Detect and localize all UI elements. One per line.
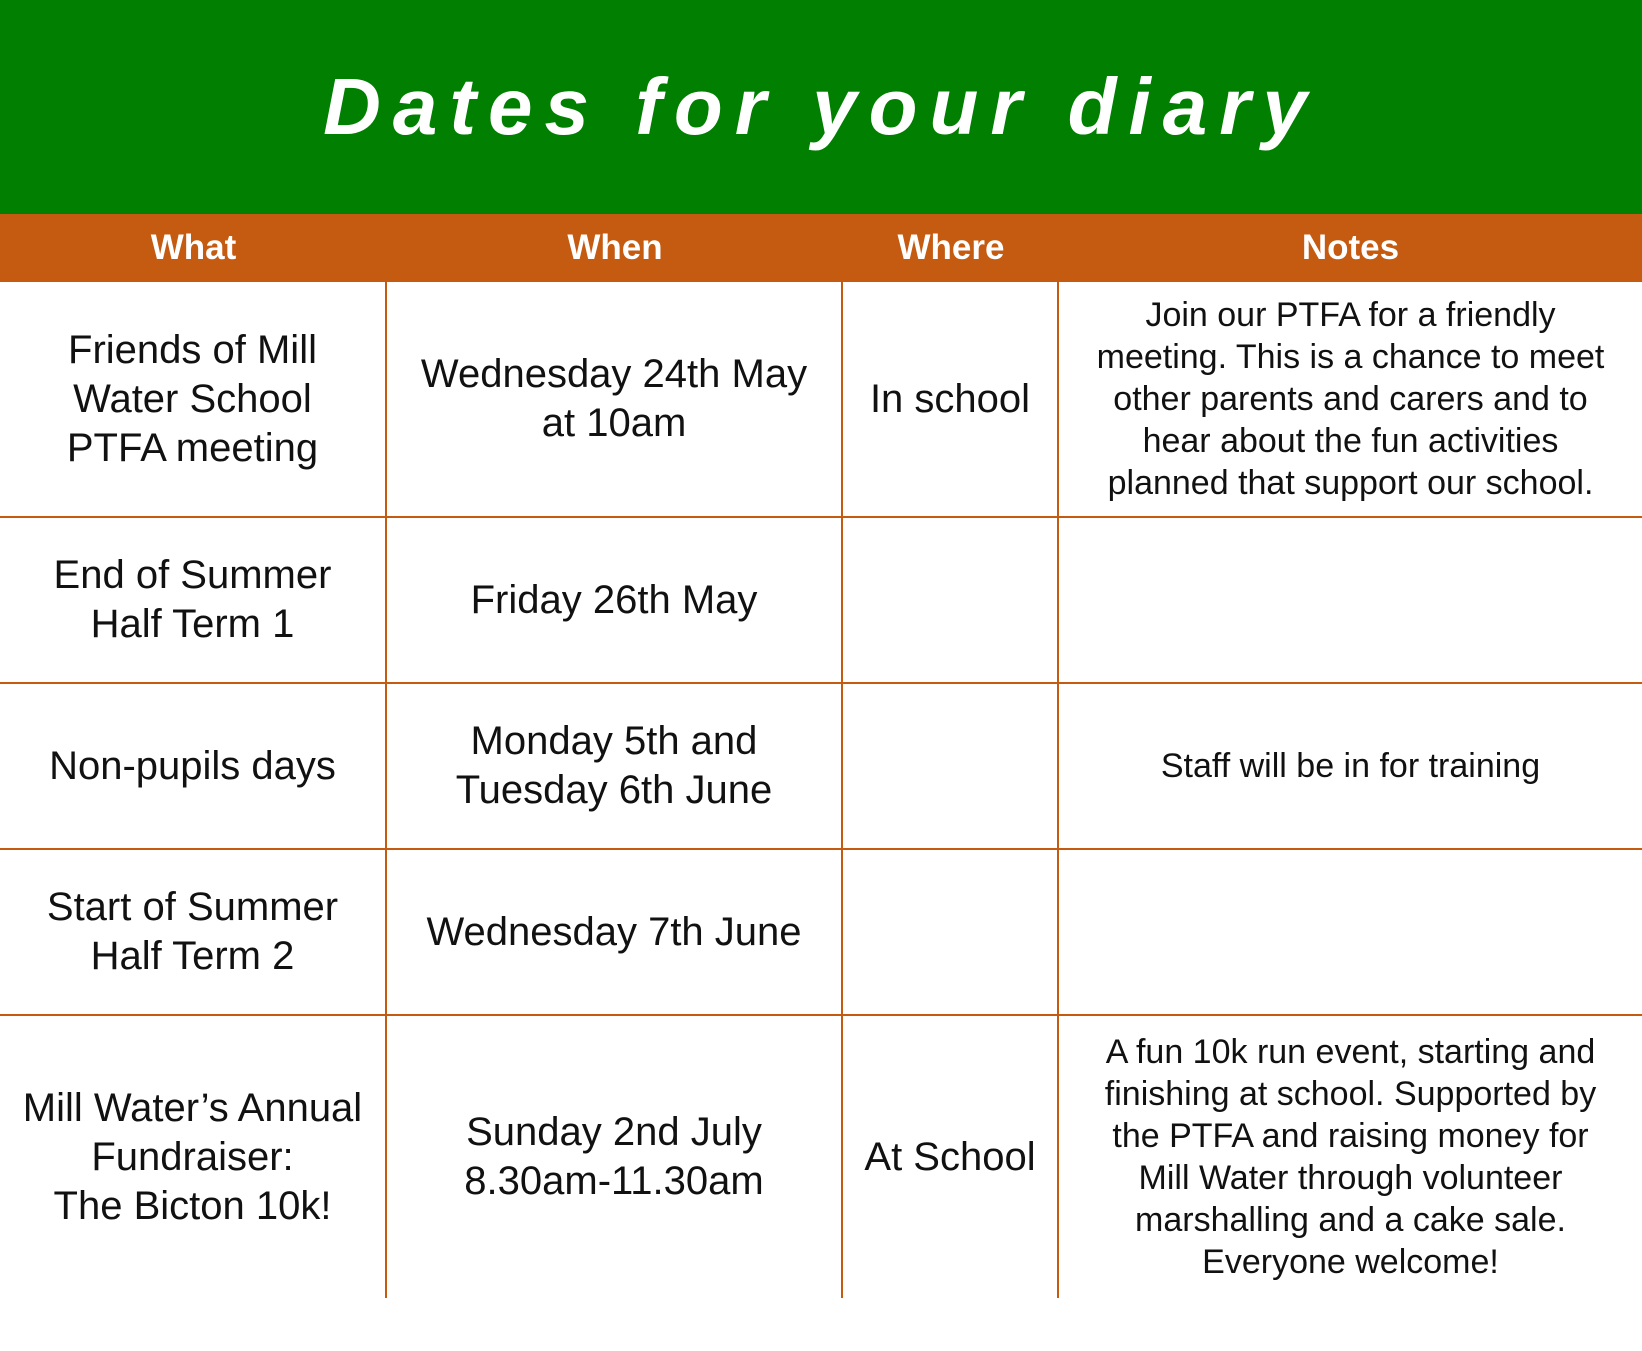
event-when: Friday 26th May <box>387 518 843 682</box>
table-row <box>0 684 1642 850</box>
event-when: Sunday 2nd July 8.30am-11.30am <box>387 1016 843 1298</box>
event-what: Non-pupils days <box>0 684 387 848</box>
event-where <box>843 850 1059 1014</box>
event-what: Friends of Mill Water School PTFA meeting <box>0 282 387 516</box>
table-row <box>0 1016 1642 1298</box>
event-when: Wednesday 7th June <box>387 850 843 1014</box>
event-where: At School <box>843 1016 1059 1298</box>
event-what: End of Summer Half Term 1 <box>0 518 387 682</box>
column-header-when: When <box>567 228 663 267</box>
event-notes: A fun 10k run event, starting and finishing at school. Supported by the PTFA and raising money for Mill Water through volunteer marshalling and a cake sale. Everyone welcome! <box>1104 1033 1597 1281</box>
event-what: Start of Summer Half Term 2 <box>0 850 387 1014</box>
event-where: In school <box>843 282 1059 516</box>
event-where <box>843 518 1059 682</box>
event-notes: Join our PTFA for a friendly meeting. This is a chance to meet other parents and carers and to hear about the fun activities planned that support our school. <box>1096 296 1605 502</box>
events-table <box>0 282 1642 1298</box>
table-row <box>0 850 1642 1016</box>
table-row <box>0 282 1642 518</box>
event-what: Mill Water’s Annual Fundraiser: The Bicton 10k! <box>0 1016 387 1298</box>
column-header-notes: Notes <box>1301 228 1400 267</box>
table-row <box>0 518 1642 684</box>
title-banner <box>0 0 1642 214</box>
page-title: Dates for your diary <box>323 62 1319 151</box>
event-notes <box>1059 518 1642 682</box>
column-header-what: What <box>150 228 237 267</box>
event-notes: Staff will be in for training <box>1160 747 1541 785</box>
event-notes <box>1059 850 1642 1014</box>
column-header-where: Where <box>897 228 1005 267</box>
event-where <box>843 684 1059 848</box>
event-when: Monday 5th and Tuesday 6th June <box>387 684 843 848</box>
table-header <box>0 214 1642 282</box>
event-when: Wednesday 24th May at 10am <box>387 282 843 516</box>
